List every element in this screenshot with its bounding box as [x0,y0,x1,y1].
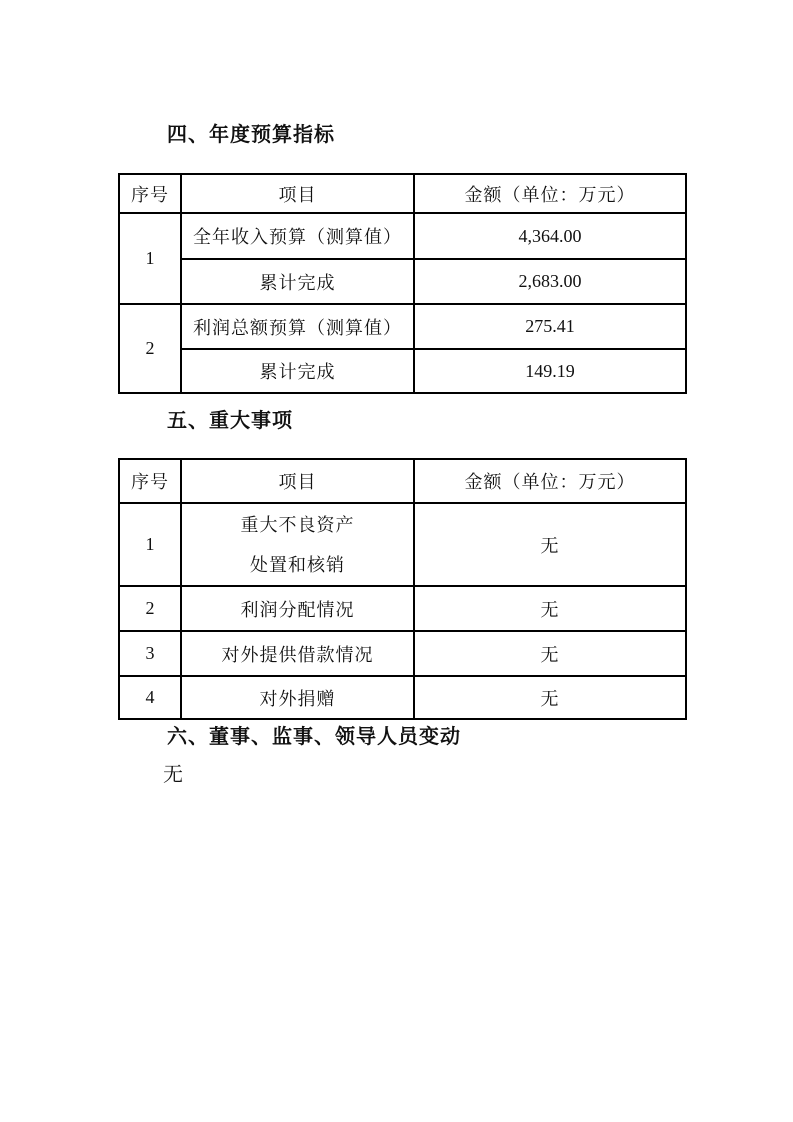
amount-cell: 无 [414,503,686,586]
item-cell: 全年收入预算（测算值） [181,213,414,259]
amount-cell: 149.19 [414,349,686,393]
table-row [119,213,686,259]
col-header-item: 项目 [181,459,414,503]
row-index-cell: 4 [119,676,181,719]
row-index-cell: 3 [119,631,181,676]
item-cell: 累计完成 [181,349,414,393]
table-row [119,676,686,719]
item-cell [181,503,414,586]
amount-cell: 无 [414,586,686,631]
item-cell: 对外提供借款情况 [181,631,414,676]
major-items-table [118,458,687,720]
col-header-index: 序号 [119,459,181,503]
table-row [119,586,686,631]
table-row [119,349,686,393]
row-index-cell: 1 [119,213,181,304]
section-heading-major-items: 五、重大事项 [167,408,293,432]
col-header-amount: 金额（单位：万元） [414,174,686,213]
item-cell: 利润总额预算（测算值） [181,304,414,349]
item-cell: 对外捐赠 [181,676,414,719]
table-row [119,304,686,349]
amount-cell: 275.41 [414,304,686,349]
table-row [119,503,686,586]
row-index-cell: 2 [119,586,181,631]
major-items-table-header-row [119,459,686,503]
budget-table-header-row [119,174,686,213]
col-header-index: 序号 [119,174,181,213]
row-index-cell: 1 [119,503,181,586]
item-cell: 累计完成 [181,259,414,304]
section-heading-personnel: 六、董事、监事、领导人员变动 [167,724,461,748]
col-header-item: 项目 [181,174,414,213]
amount-cell: 无 [414,631,686,676]
amount-cell: 无 [414,676,686,719]
item-line: 重大不良资产 [240,514,355,535]
row-index-cell: 2 [119,304,181,393]
col-header-amount: 金额（单位：万元） [414,459,686,503]
amount-cell: 2,683.00 [414,259,686,304]
section-heading-budget: 四、年度预算指标 [167,122,335,146]
item-cell: 利润分配情况 [181,586,414,631]
table-row [119,631,686,676]
item-line: 处置和核销 [250,554,345,575]
amount-cell: 4,364.00 [414,213,686,259]
budget-table [118,173,687,394]
table-row [119,259,686,304]
personnel-body-text: 无 [163,764,183,786]
